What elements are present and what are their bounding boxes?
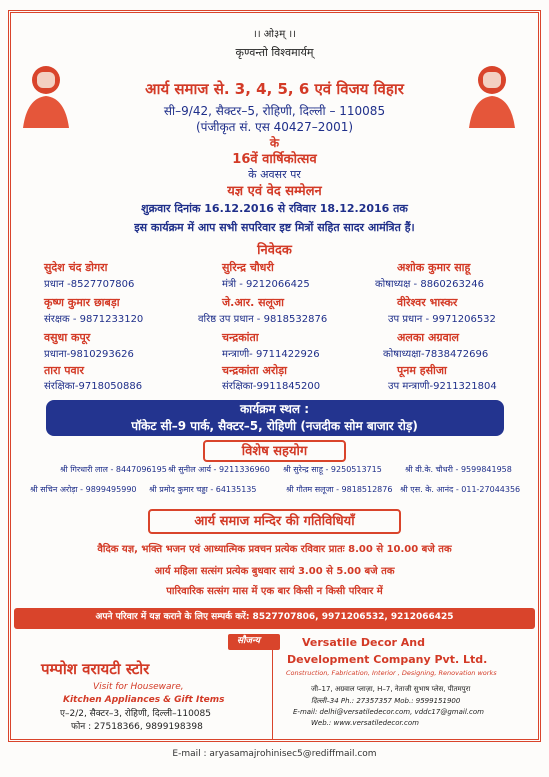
special-person: श्री गिरधारी लाल - 8447096195 <box>60 465 167 474</box>
contact-strip-text: अपने परिवार में यज्ञ कराने के लिए सम्पर्क करें: 8527707806, 9971206532, 9212066425 <box>95 612 454 622</box>
nivedak-heading: निवेदक <box>257 243 292 258</box>
nivedak-name: कृष्ण कुमार छाबड़ा <box>44 296 120 309</box>
nivedak-role: संरक्षक - 9871233120 <box>44 314 144 325</box>
right-sponsor-services: Construction, Fabrication, Interior , Designing, Renovation works <box>286 669 497 677</box>
special-heading: विशेष सहयोग <box>241 444 308 459</box>
footer-email: E-mail : aryasamajrohinisec5@rediffmail.com <box>172 749 377 759</box>
right-sponsor-phone: दिल्ली–34 Ph.: 27357357 Mob.: 9599151900 <box>311 697 461 705</box>
nivedak-name: पूनम हसीजा <box>397 364 447 377</box>
nivedak-name: अशोक कुमार साहू <box>397 261 471 274</box>
nivedak-name: वसुधा कपूर <box>44 331 91 344</box>
motto-text: कृण्वन्तो विश्वमार्यम् <box>235 46 314 59</box>
venue-label: कार्यक्रम स्थल : <box>239 402 310 416</box>
left-sponsor-address: ए–2/2, सैक्टर–3, रोहिणी, दिल्ली–110085 <box>60 709 211 719</box>
left-sponsor-tagline: Visit for Houseware, <box>93 682 184 692</box>
nivedak-name: वीरेश्वर भास्कर <box>397 296 458 309</box>
om-text: ।। ओ३म् ।। <box>253 29 296 40</box>
nivedak-name: तारा पवार <box>44 364 85 377</box>
nivedak-role: उप मन्त्राणी-9211321804 <box>388 381 497 392</box>
invitation-text: इस कार्यक्रम में आप सभी सपरिवार इष्ट मित्रों सहित सादर आमंत्रित हैं। <box>134 221 415 234</box>
right-sponsor-name-line1: Versatile Decor And <box>302 636 425 649</box>
registration-number: (पंजीकृत सं. एस 40427–2001) <box>195 120 354 134</box>
left-sponsor-tagline: Kitchen Appliances & Gift Items <box>63 695 225 705</box>
nivedak-role: संरक्षिका-9911845200 <box>222 381 321 392</box>
nivedak-role: प्रधाना-9810293626 <box>44 349 134 360</box>
right-sponsor-email: E-mail: delhi@versatiledecor.com, vddc17@gmail.com <box>293 708 484 716</box>
nivedak-role: उप प्रधान - 9971206532 <box>388 314 496 325</box>
ke-text: के <box>269 136 280 150</box>
special-person: श्री गौतम सलूजा - 9818512876 <box>286 485 393 494</box>
nivedak-role: वरिष्ठ उप प्रधान - 9818532876 <box>198 314 328 325</box>
activity-line: वैदिक यज्ञ, भक्ति भजन एवं आध्यात्मिक प्रवचन प्रत्येक रविवार प्रातः 8.00 से 10.00 बजे तक <box>97 544 452 555</box>
org-name: आर्य समाज से. 3, 4, 5, 6 एवं विजय विहार <box>145 80 404 98</box>
nivedak-name: सुरिन्द्र चौधरी <box>222 261 274 274</box>
sponsor-divider <box>272 640 273 740</box>
nivedak-role: प्रधान -8527707806 <box>44 279 135 290</box>
special-person: श्री सुरेन्द्र साहू - 9250513715 <box>283 465 382 474</box>
nivedak-name: अलका अग्रवाल <box>397 331 460 344</box>
right-sponsor-name-line2: Development Company Pvt. Ltd. <box>287 653 488 666</box>
occasion-text: के अवसर पर <box>248 168 301 181</box>
activity-line: पारिवारिक सत्संग मास में एक बार किसी न किसी परिवार में <box>166 586 383 597</box>
nivedak-name: चन्द्रकांता <box>222 331 259 344</box>
sponsor-tag: सौजन्य <box>237 636 260 646</box>
special-person: श्री सचिन अरोड़ा - 9899495990 <box>30 485 137 494</box>
nivedak-role: मन्त्राणी- 9711422926 <box>222 349 320 360</box>
right-sponsor-web: Web.: www.versatiledecor.com <box>311 719 419 727</box>
anniversary-text: 16वें वार्षिकोत्सव <box>232 152 317 167</box>
activities-heading: आर्य समाज मन्दिर की गतिविधियाँ <box>194 514 355 529</box>
nivedak-name: चन्द्रकांता अरोड़ा <box>222 364 287 377</box>
venue-address: पॉकेट सी–9 पार्क, सैक्टर–5, रोहिणी (नजदीक सोम बाजार रोड़) <box>131 419 418 433</box>
event-title: यज्ञ एवं वेद सम्मेलन <box>227 184 322 199</box>
special-person: श्री एस. के. आनंद - 011-27044356 <box>400 485 521 494</box>
left-sponsor-name: पम्पोश वरायटी स्टोर <box>41 660 150 678</box>
right-sponsor-address: जी–17, अग्रवाल प्लाज़ा, H–7, नेताजी सुभाष प्लेस, पीतमपुरा <box>311 685 471 693</box>
activity-line: आर्य महिला सत्संग प्रत्येक बुधवार सायं 3.00 से 5.00 बजे तक <box>154 566 395 577</box>
event-dates: शुक्रवार दिनांक 16.12.2016 से रविवार 18.12.2016 तक <box>141 202 408 215</box>
nivedak-name: सुदेश चंद डोगरा <box>44 261 108 274</box>
nivedak-role: कोषाध्यक्षा-7838472696 <box>383 349 489 360</box>
nivedak-role: मंत्री - 9212066425 <box>222 279 310 290</box>
special-person: श्री वी.के. चौधरी - 9599841958 <box>405 465 512 474</box>
nivedak-role: संरक्षिका-9718050886 <box>44 381 143 392</box>
nivedak-role: कोषाध्यक्ष - 8860263246 <box>375 279 484 290</box>
left-sponsor-phone: फोन : 27518366, 9899198398 <box>71 722 203 732</box>
special-person: श्री प्रमोद कुमार चड्डा - 64135135 <box>149 485 257 494</box>
special-person: श्री सुनील आर्य - 9211336960 <box>168 465 270 474</box>
nivedak-name: जे.आर. सलूजा <box>222 296 284 309</box>
org-address: सी–9/42, सैक्टर–5, रोहिणी, दिल्ली – 110085 <box>163 104 386 118</box>
